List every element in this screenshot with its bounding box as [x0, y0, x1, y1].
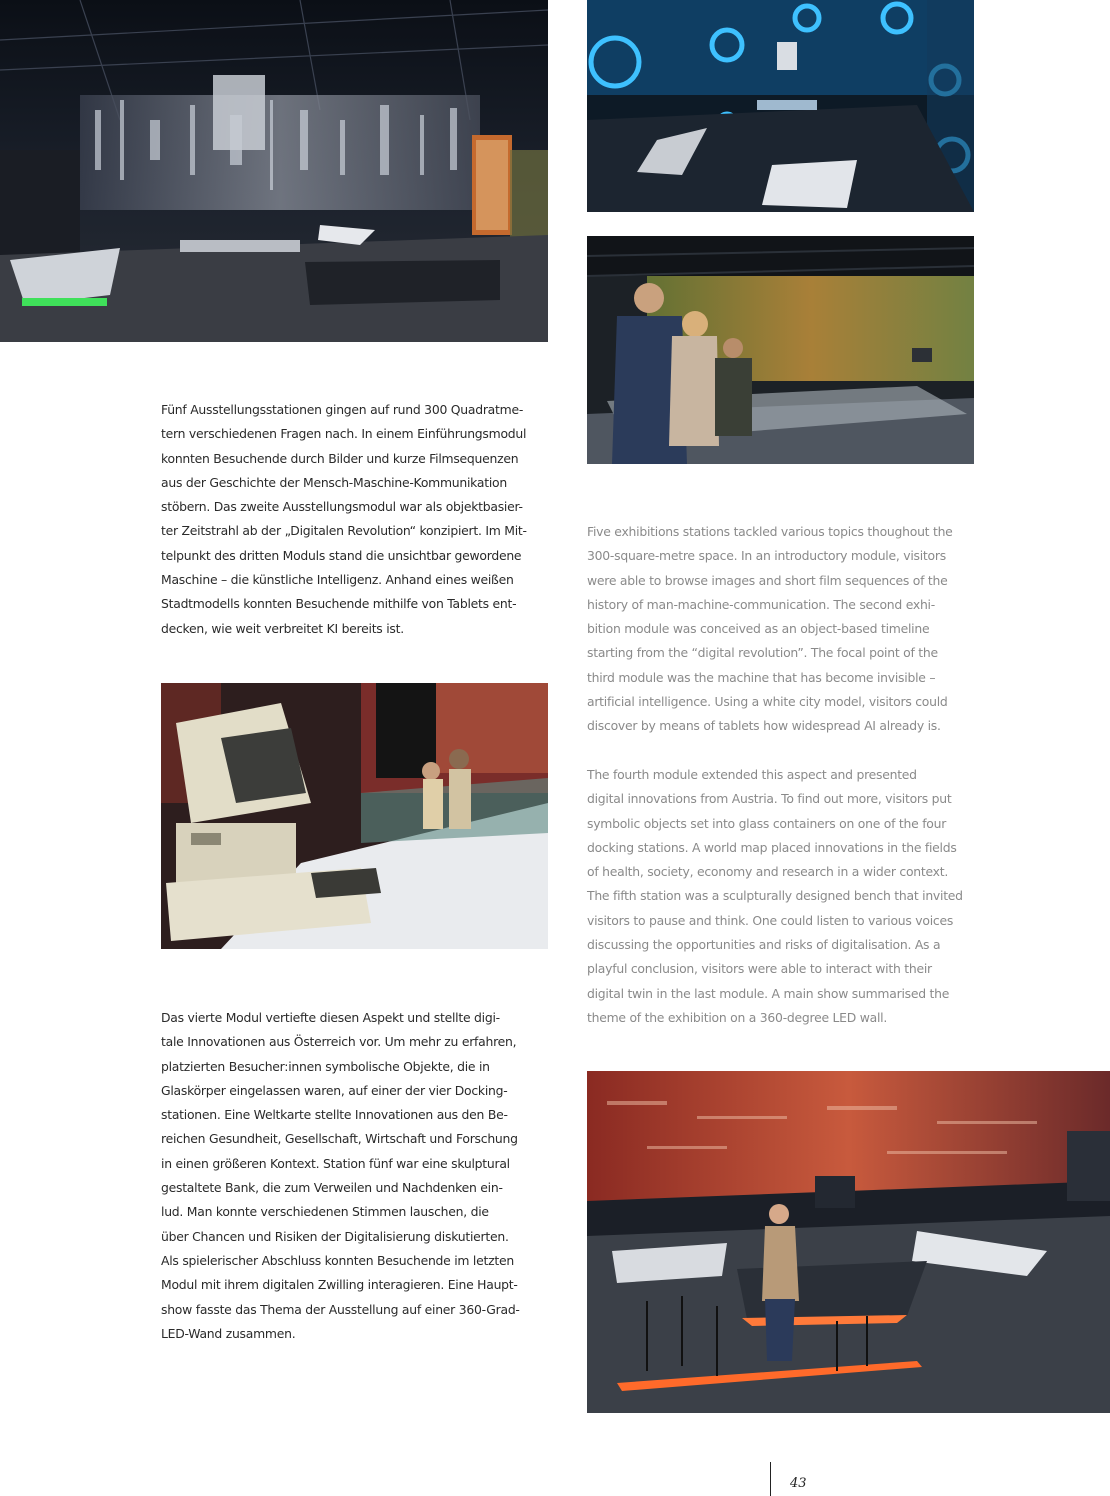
photo-hall-overview — [0, 0, 548, 342]
text-line: LED-Wand zusammen. — [161, 1325, 296, 1341]
text-line: show fasste das Thema der Ausstellung auf einer 360-Grad- — [161, 1301, 520, 1317]
text-line: decken, wie weit verbreitet KI bereits ist. — [161, 620, 404, 636]
text-line: history of man-machine-communication. The second exhi- — [587, 596, 935, 612]
text-line: theme of the exhibition on a 360-degree LED wall. — [587, 1009, 888, 1025]
text-line: digital twin in the last module. A main show summarised the — [587, 985, 950, 1001]
text-line: third module was the machine that has become invisible – — [587, 669, 936, 685]
photo-blue-circles-room — [587, 0, 974, 212]
text-line: digital innovations from Austria. To find out more, visitors put — [587, 791, 952, 807]
text-line: in einen größeren Kontext. Station fünf war eine skulptural — [161, 1155, 510, 1171]
text-line: tern verschiedenen Fragen nach. In einem Einführungsmodul — [161, 426, 527, 442]
text-line: Maschine – die künstliche Intelligenz. Anhand eines weißen — [161, 572, 514, 588]
text-line: symbolic objects set into glass containers on one of the four — [587, 815, 947, 831]
text-line: gestaltete Bank, die zum Verweilen und Nachdenken ein- — [161, 1180, 503, 1196]
photo-retro-computer — [161, 683, 548, 949]
text-line: aus der Geschichte der Mensch-Maschine-Kommunikation — [161, 474, 507, 490]
text-line: Stadtmodells konnten Besuchende mithilfe von Tablets ent- — [161, 596, 517, 612]
text-line: stöbern. Das zweite Ausstellungsmodul war als objektbasier- — [161, 499, 523, 515]
text-line: starting from the “digital revolution”. The focal point of the — [587, 645, 938, 661]
text-line: visitors to pause and think. One could listen to various voices — [587, 912, 954, 928]
text-line: were able to browse images and short film sequences of the — [587, 572, 948, 588]
text-line: Glaskörper eingelassen waren, auf einer der vier Docking- — [161, 1082, 508, 1098]
page-number: 43 — [790, 1476, 807, 1491]
text-line: Five exhibitions stations tackled various topics thoughout the — [587, 524, 953, 539]
text-line: über Chancen und Risiken der Digitalisierung diskutierten. — [161, 1228, 509, 1244]
text-line: ter Zeitstrahl ab der „Digitalen Revolution“ konzipiert. Im Mit- — [161, 523, 527, 539]
text-line: discover by means of tablets how widespread AI already is. — [587, 718, 941, 734]
text-line: tale Innovationen aus Österreich vor. Um mehr zu erfahren, — [161, 1034, 517, 1050]
en-paragraph-1 — [587, 520, 953, 739]
text-line: docking stations. A world map placed innovations in the fields — [587, 839, 957, 855]
text-line: lud. Man konnte verschiedenen Stimmen lauschen, die — [161, 1204, 489, 1220]
text-line: Fünf Ausstellungsstationen gingen auf rund 300 Quadratme- — [161, 402, 524, 417]
text-line: bition module was conceived as an object-based timeline — [587, 621, 930, 637]
text-line: stationen. Eine Weltkarte stellte Innovationen aus den Be- — [161, 1107, 508, 1123]
text-line: konnten Besuchende durch Bilder und kurze Filmsequenzen — [161, 450, 519, 466]
text-line: Das vierte Modul vertiefte diesen Aspekt und stellte digi- — [161, 1010, 500, 1025]
text-line: The fourth module extended this aspect and presented — [587, 767, 917, 782]
text-line: discussing the opportunities and risks of digitalisation. As a — [587, 937, 941, 953]
text-line: 300-square-metre space. In an introductory module, visitors — [587, 548, 946, 564]
text-line: reichen Gesundheit, Gesellschaft, Wirtschaft und Forschung — [161, 1131, 518, 1147]
text-line: playful conclusion, visitors were able to interact with their — [587, 961, 932, 977]
text-line: Als spielerischer Abschluss konnten Besuchende im letzten — [161, 1252, 514, 1268]
de-paragraph-1 — [161, 398, 527, 641]
photo-visitors-forest — [587, 236, 974, 464]
text-line: telpunkt des dritten Moduls stand die unsichtbar gewordene — [161, 547, 522, 563]
text-line: platzierten Besucher:innen symbolische Objekte, die in — [161, 1058, 490, 1074]
en-paragraph-2 — [587, 763, 963, 1030]
de-paragraph-2 — [161, 1006, 520, 1346]
photo-module-04 — [587, 1071, 1110, 1413]
text-line: Modul mit ihrem digitalen Zwilling interagieren. Eine Haupt- — [161, 1277, 518, 1293]
folio-divider — [770, 1462, 771, 1496]
text-line: The fifth station was a sculpturally designed bench that invited — [587, 888, 963, 904]
text-line: artificial intelligence. Using a white city model, visitors could — [587, 694, 948, 710]
text-line: of health, society, economy and research in a wider context. — [587, 864, 949, 880]
